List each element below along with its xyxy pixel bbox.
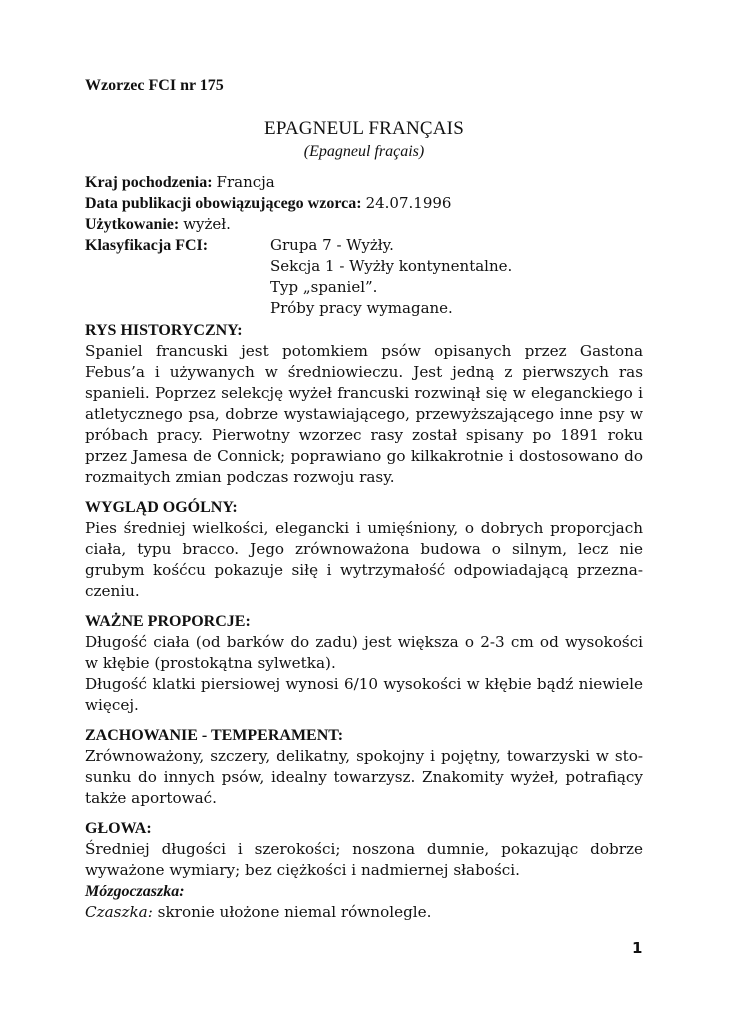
section-text: Długość klatki piersiowej wynosi 6/10 wysokości w kłębie bądź niewiele więcej. <box>85 675 643 714</box>
origin-row <box>85 172 643 193</box>
standard-metadata <box>85 172 643 319</box>
section-heading: WYGLĄD OGÓLNY: <box>85 499 238 516</box>
use-label: Użytkowanie: <box>85 216 180 233</box>
classification-line: Typ „spaniel”. <box>270 278 378 296</box>
section-heading: RYS HISTORYCZNY: <box>85 322 243 339</box>
section-history <box>85 320 643 488</box>
section-heading: ZACHOWANIE - TEMPERAMENT: <box>85 727 344 744</box>
section-heading: WAŻNE PROPORCJE: <box>85 613 251 630</box>
section-text: Średniej długości i szerokości; noszona dumnie, pokazując dobrze wyważone wymiary; bez ciężkości i nadmiernej słabości. <box>85 840 643 879</box>
section-text: Pies średniej wielkości, elegancki i umięśniony, o dobrych proporcjach ciała, typu bracco. Jego zrównoważona budowa o silnym, lecz nie grubym kośćcu pokazuje siłę i wytrzymałość odpowiadającą przeznaczeniu. <box>85 519 643 600</box>
standard-number: Wzorzec FCI nr 175 <box>85 77 224 94</box>
section-head <box>85 818 643 923</box>
classification-label: Klasyfikacja FCI: <box>85 237 209 254</box>
classification-line: Próby pracy wymagane. <box>270 299 453 317</box>
date-label: Data publikacji obowiązującego wzorca: <box>85 195 362 212</box>
date-row <box>85 193 643 214</box>
use-row <box>85 214 643 235</box>
standard-sections <box>85 320 643 932</box>
subsection-heading: Mózgoczaszka: <box>85 883 185 900</box>
skull-label: Czaszka: <box>85 903 153 921</box>
classification-line: Grupa 7 - Wyżły. <box>270 236 394 254</box>
classification-line: Sekcja 1 - Wyżły kontynentalne. <box>270 257 513 275</box>
subsection-text <box>85 902 643 923</box>
classification-row <box>85 235 643 319</box>
section-temperament <box>85 725 643 809</box>
section-text: Długość ciała (od barków do zadu) jest większa o 2-3 cm od wysokości w kłębie (prostokątna sylwetka). <box>85 633 643 672</box>
section-heading: GŁOWA: <box>85 820 152 837</box>
use-value: wyżeł. <box>183 215 231 233</box>
section-text: Zrównoważony, szczery, delikatny, spokojny i pojętny, towarzyski w stosunku do innych psów, idealny towarzysz. Znakomity wyżeł, potrafiący także aportować. <box>85 747 643 807</box>
breed-subtitle: (Epagneul fraçais) <box>303 143 425 160</box>
skull-text: skronie ułożone niemal równolegle. <box>152 903 432 921</box>
section-general-appearance <box>85 497 643 602</box>
page-number: 1 <box>632 939 643 957</box>
section-proportions <box>85 611 643 716</box>
breed-title: EPAGNEUL FRANÇAIS <box>264 118 464 139</box>
date-value: 24.07.1996 <box>365 194 452 212</box>
origin-value: Francja <box>216 173 275 191</box>
section-text: Spaniel francuski jest potomkiem psów opisanych przez Gastona Febus’a i używanych w średniowieczu. Jest jedną z pierwszych ras spanieli. Poprzez selekcję wyżeł francuski rozwinął się w eleganckiego i atletycznego psa, dobrze wystawiającego, przewyższającego inne psy w próbach pracy. Pierwotny wzorzec rasy został spisany po 1891 roku przez Jamesa de Connick; poprawiano go kilkakrotnie i dostosowano do rozmaitych zmian podczas rozwoju rasy. <box>85 342 643 486</box>
classification-lines <box>270 235 512 319</box>
origin-label: Kraj pochodzenia: <box>85 174 213 191</box>
